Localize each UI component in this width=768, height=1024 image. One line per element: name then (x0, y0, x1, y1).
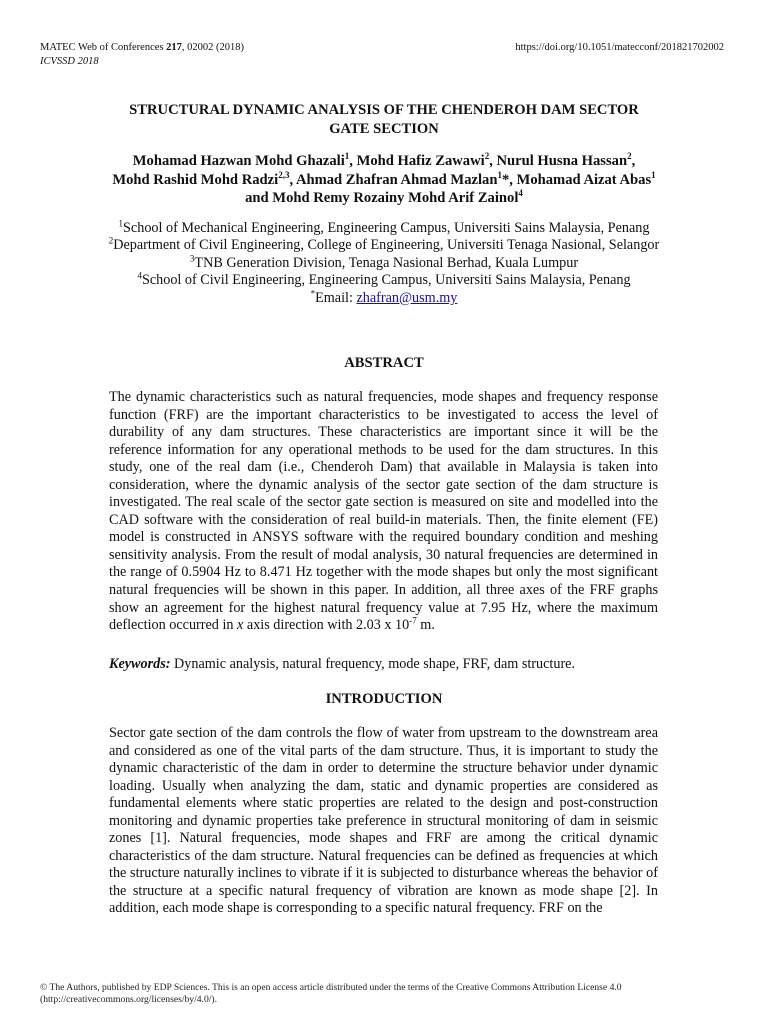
author-separator: , (289, 171, 296, 188)
author-name: Mohd Hafiz Zawawi (356, 153, 485, 169)
running-header-left (40, 41, 244, 69)
abstract-text: The dynamic characteristics such as natural frequencies, mode shapes and frequency response function (FRF) are the important characteristics to be investigated to access the level of durability of any dam structures. These characteristics are important since it will be the reference information for any operational methods to be used for the dam structures. In this study, one of the real dam (i.e., Chenderoh Dam) that available in Malaysia is taken into consideration, where the dynamic analysis of the sector gate section of the dam structure is investigated. The real scale of the sector gate section is measured on site and modelled into the CAD software with the consideration of real build-in materials. Then, the finite element (FE) model is constructed in ANSYS software with the required boundary condition and meshing sensitivity analysis. From the result of modal analysis, 30 natural frequencies are determined in the range of 0.5904 Hz to 8.471 Hz together with the mode shapes but only the most significant natural frequencies will be shown in this paper. In addition, all three axes of the FRF graphs show an agreement for the highest natural frequency value at 7.95 Hz, where the maximum deflection occurred in (109, 389, 658, 634)
introduction-heading: INTRODUCTION (325, 691, 443, 707)
keywords-label: Keywords: (109, 656, 171, 672)
author-name: Mohamad Hazwan Mohd Ghazali (132, 153, 345, 169)
abstract-paragraph (109, 389, 658, 635)
author-affiliation-mark: 1 (651, 169, 656, 180)
author-separator: and (245, 190, 273, 206)
author-separator: *, (501, 171, 517, 188)
author-name: Ahmad Zhafran Ahmad Mazlan (295, 171, 498, 188)
license-line-2[interactable]: (http://creativecommons.org/licenses/by/4.0/). (40, 994, 218, 1005)
email-link[interactable]: zhafran@usm.my (356, 289, 458, 306)
title-line-2: GATE SECTION (329, 121, 439, 137)
article-info: , 02002 (2018) (181, 42, 244, 53)
email-label: Email: (315, 289, 357, 306)
exponent: -7 (409, 615, 417, 626)
author-name: Mohamad Aizat Abas (516, 171, 652, 188)
keywords-text: Dynamic analysis, natural frequency, mode shape, FRF, dam structure. (170, 656, 576, 672)
author-list (108, 152, 660, 208)
journal-volume: 217 (166, 42, 182, 53)
affiliation-item (108, 255, 660, 272)
license-footer (40, 982, 730, 1006)
affiliation-text: Department of Civil Engineering, College of Engineering, Universiti Tenaga Nasional, Selangor (113, 237, 660, 254)
affiliation-number: 2 (108, 235, 114, 246)
affiliation-text: School of Civil Engineering, Engineering Campus, Universiti Sains Malaysia, Penang (141, 272, 631, 289)
corresponding-email (108, 287, 660, 307)
journal-prefix: MATEC Web of Conferences (40, 42, 167, 53)
affiliation-item (108, 220, 660, 237)
affiliation-number: 4 (137, 270, 142, 281)
author-name: Nurul Husna Hassan (496, 153, 628, 169)
corresponding-mark: * (310, 287, 316, 298)
conference-name: ICVSSD 2018 (40, 56, 99, 67)
abstract-text-cont: axis direction with 2.03 x 10 (243, 617, 410, 634)
abstract-text-end: m. (416, 617, 435, 634)
title-line-1: STRUCTURAL DYNAMIC ANALYSIS OF THE CHENDEROH DAM SECTOR (129, 102, 639, 118)
author-affiliation-mark: 4 (518, 188, 523, 199)
affiliation-text: TNB Generation Division, Tenaga Nasional Berhad, Kuala Lumpur (194, 254, 579, 271)
author-name: Mohd Rashid Mohd Radzi (112, 171, 279, 188)
author-separator: , (489, 153, 497, 169)
author-affiliation-mark: 2,3 (278, 169, 290, 180)
author-affiliation-mark: 1 (497, 169, 502, 180)
author-separator: , (631, 153, 636, 169)
author-affiliation-mark: 2 (627, 151, 632, 162)
license-line-1: © The Authors, published by EDP Sciences. This is an open access article distributed under the terms of the Creative Commons Attribution License 4.0 (40, 982, 622, 993)
journal-citation (40, 41, 244, 55)
paper-title (108, 101, 660, 139)
axis-variable: x (237, 617, 244, 634)
abstract-heading: ABSTRACT (344, 355, 424, 371)
affiliation-number: 3 (189, 253, 195, 264)
introduction-paragraph: Sector gate section of the dam controls the flow of water from upstream to the downstream area and considered as one of the vital parts of the dam structure. Thus, it is important to study the dynamic characteristic of the dam in order to determine the structure behavior under dynamic loading. Usually when analyzing the dam, static and dynamic properties are considered as fundamental elements where static properties are related to the design and post-construction monitoring and dynamic properties take preference in structural monitoring of dam in seismic zones [1]. Natural frequencies, mode shapes and FRF are among the critical dynamic characteristics of the dam structure. Natural frequencies can be defined as frequencies at which the structure naturally inclines to vibrate if it is subjected to disturbance whereas the behavior of the structure at a specific natural frequency of vibration are known as mode shape [2]. In addition, each mode shape is corresponding to a specific natural frequency. FRF on the (109, 725, 658, 917)
affiliation-text: School of Mechanical Engineering, Engineering Campus, Universiti Sains Malaysia, Penang (123, 220, 650, 236)
author-affiliation-mark: 1 (344, 151, 350, 162)
author-name: Mohd Remy Rozainy Mohd Arif Zainol (272, 190, 519, 206)
keywords-line (109, 655, 658, 673)
author-affiliation-mark: 2 (484, 151, 490, 162)
affiliation-number: 1 (118, 218, 124, 229)
affiliation-item (108, 272, 660, 289)
author-separator: , (349, 153, 357, 169)
affiliation-list (108, 220, 660, 307)
doi-link[interactable]: https://doi.org/10.1051/matecconf/201821702002 (515, 42, 724, 53)
